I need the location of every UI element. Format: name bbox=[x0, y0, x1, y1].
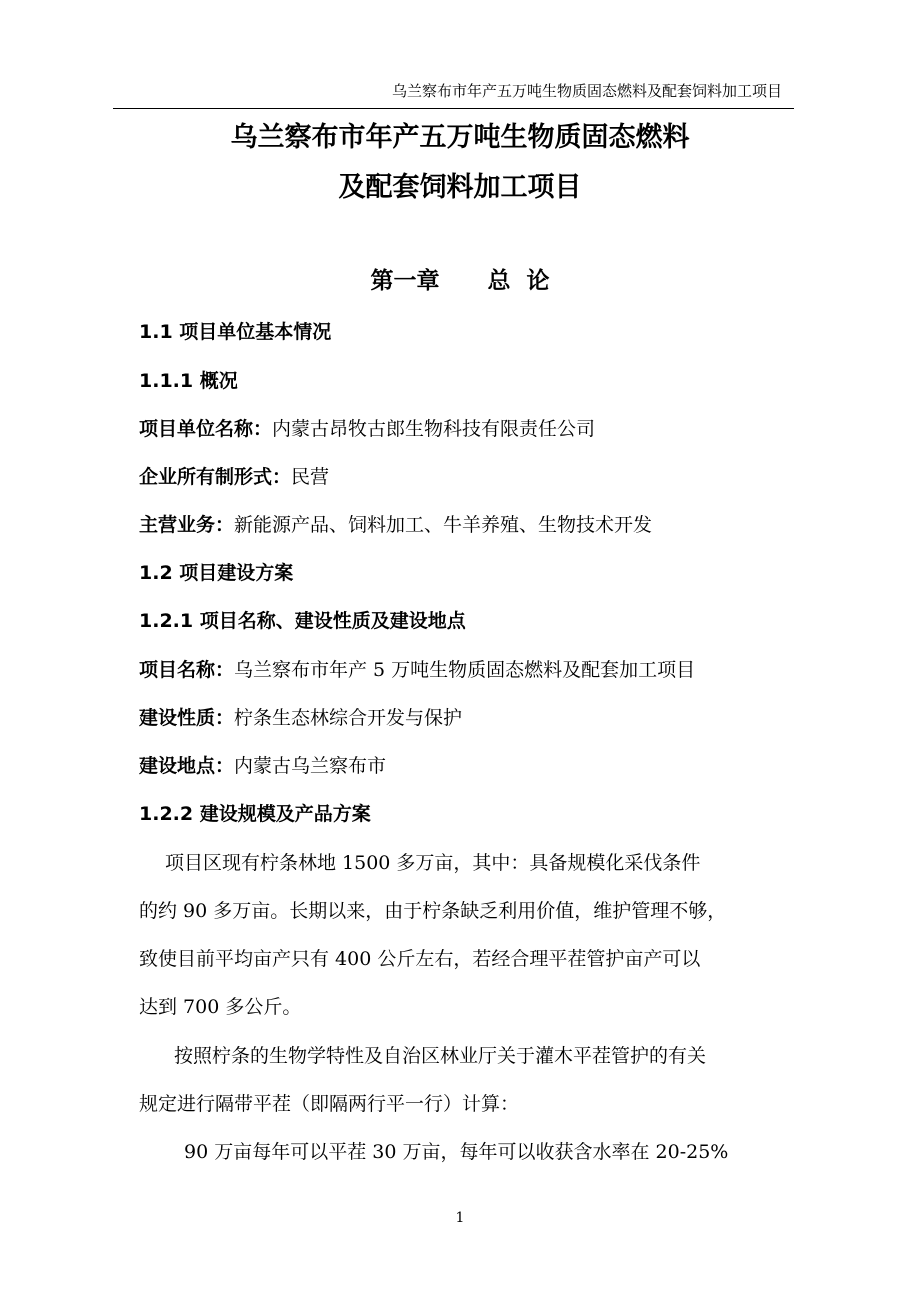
header-rule bbox=[113, 108, 794, 109]
field-value: 柠条生态林综合开发与保护 bbox=[234, 707, 463, 729]
field-label: 主营业务： bbox=[139, 514, 235, 536]
paragraph-line: 致使目前平均亩产只有 400 公斤左右，若经合理平茬管护亩产可以 bbox=[139, 948, 701, 970]
field-label: 项目名称： bbox=[139, 659, 235, 681]
field-project-name bbox=[139, 658, 695, 682]
field-nature bbox=[139, 706, 462, 730]
field-label: 建设性质： bbox=[139, 707, 235, 729]
section-heading-1-2: 1.2 项目建设方案 bbox=[139, 562, 294, 584]
field-location bbox=[139, 754, 386, 778]
paragraph-line: 90 万亩每年可以平茬 30 万亩，每年可以收获含水率在 20-25% bbox=[184, 1141, 729, 1163]
document-title-line2: 及配套饲料加工项目 bbox=[338, 172, 582, 203]
paragraph-line: 项目区现有柠条林地 1500 多万亩，其中：具备规模化采伐条件 bbox=[165, 852, 701, 874]
section-heading-1-2-2: 1.2.2 建设规模及产品方案 bbox=[139, 803, 371, 825]
field-value: 内蒙古乌兰察布市 bbox=[234, 755, 387, 777]
field-ownership bbox=[139, 465, 329, 489]
field-label: 建设地点： bbox=[139, 755, 235, 777]
section-heading-1-1: 1.1 项目单位基本情况 bbox=[139, 321, 332, 343]
paragraph-line: 按照柠条的生物学特性及自治区林业厅关于灌木平茬管护的有关 bbox=[174, 1045, 707, 1067]
paragraph-line: 规定进行隔带平茬（即隔两行平一行）计算： bbox=[139, 1093, 520, 1115]
document-title-line1: 乌兰察布市年产五万吨生物质固态燃料 bbox=[230, 122, 690, 153]
running-header: 乌兰察布市年产五万吨生物质固态燃料及配套饲料加工项目 bbox=[391, 82, 782, 100]
field-value: 内蒙古昂牧古郎生物科技有限责任公司 bbox=[272, 418, 596, 440]
page-number: 1 bbox=[455, 1210, 465, 1226]
field-value: 民营 bbox=[291, 466, 330, 488]
field-unit-name bbox=[139, 417, 595, 441]
field-label: 项目单位名称： bbox=[139, 418, 273, 440]
field-value: 乌兰察布市年产 5 万吨生物质固态燃料及配套加工项目 bbox=[234, 659, 696, 681]
chapter-title: 第一章 总 论 bbox=[370, 268, 550, 294]
section-heading-1-2-1: 1.2.1 项目名称、建设性质及建设地点 bbox=[139, 610, 466, 632]
field-value: 新能源产品、饲料加工、牛羊养殖、生物技术开发 bbox=[234, 514, 653, 536]
paragraph-line: 达到 700 多公斤。 bbox=[139, 996, 302, 1018]
field-label: 企业所有制形式： bbox=[139, 466, 292, 488]
paragraph-line: 的约 90 多万亩。长期以来，由于柠条缺乏利用价值，维护管理不够， bbox=[139, 900, 727, 922]
field-business bbox=[139, 513, 652, 537]
section-heading-1-1-1: 1.1.1 概况 bbox=[139, 370, 238, 392]
